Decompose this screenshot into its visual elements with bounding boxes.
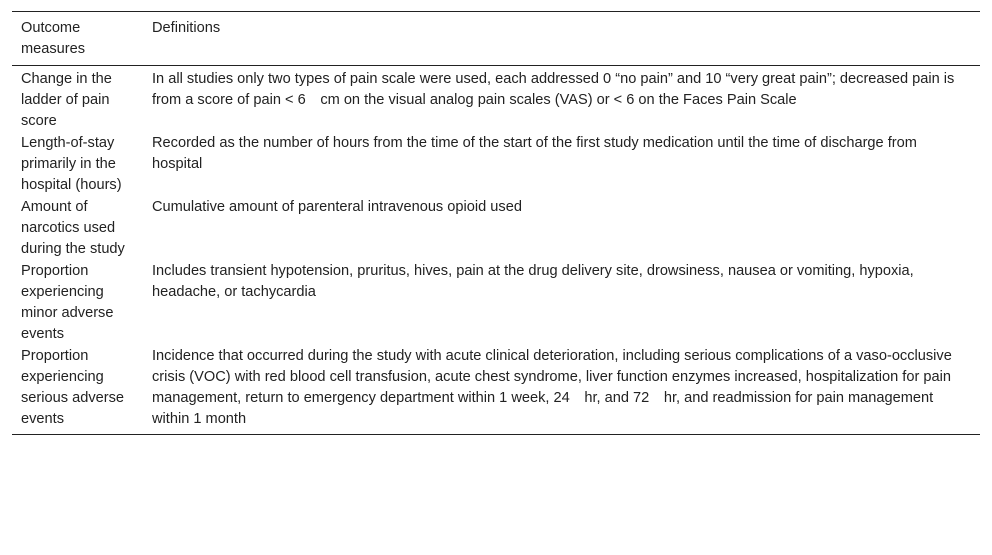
definition-cell: Incidence that occurred during the study with acute clinical deterioration, including serious complications of a vaso-occlusive crisis (VOC) with red blood cell transfusion, acute chest syndrome, liver function enzymes increased, hospitalization for pain management, return to emergency department within 1 week, 24 hr, and 72 hr, and readmission for pain management within 1 month	[152, 348, 952, 427]
header-row	[12, 12, 980, 66]
definition-cell: Recorded as the number of hours from the time of the start of the first study medication until the time of discharge from hospital	[152, 135, 917, 172]
outcome-cell: Amount of narcotics used during the study	[21, 199, 125, 257]
table-row	[12, 260, 980, 345]
outcome-cell: Length-of-stay primarily in the hospital (hours)	[21, 135, 122, 193]
definition-cell: In all studies only two types of pain scale were used, each addressed 0 “no pain” and 10 “very great pain”; decreased pain is from a score of pain < 6 cm on the visual analog pain scales (VAS) or < 6 on the Faces Pain Scale	[152, 71, 955, 108]
definition-cell: Includes transient hypotension, pruritus, hives, pain at the drug delivery site, drowsiness, nausea or vomiting, hypoxia, headache, or tachycardia	[152, 263, 914, 300]
table-row	[12, 66, 980, 133]
definition-cell: Cumulative amount of parenteral intravenous opioid used	[152, 199, 522, 215]
header-outcome-measures: Outcome measures	[21, 20, 86, 57]
table-body	[12, 66, 980, 435]
header-definitions: Definitions	[152, 20, 221, 36]
outcome-cell: Change in the ladder of pain score	[21, 71, 112, 129]
outcome-cell: Proportion experiencing serious adverse events	[21, 348, 125, 427]
table-row	[12, 196, 980, 260]
outcome-definitions-table-container	[12, 11, 980, 435]
table-row	[12, 345, 980, 435]
outcome-cell: Proportion experiencing minor adverse events	[21, 263, 114, 342]
outcome-definitions-table	[12, 11, 980, 435]
table-row	[12, 132, 980, 196]
table-header	[12, 12, 980, 66]
